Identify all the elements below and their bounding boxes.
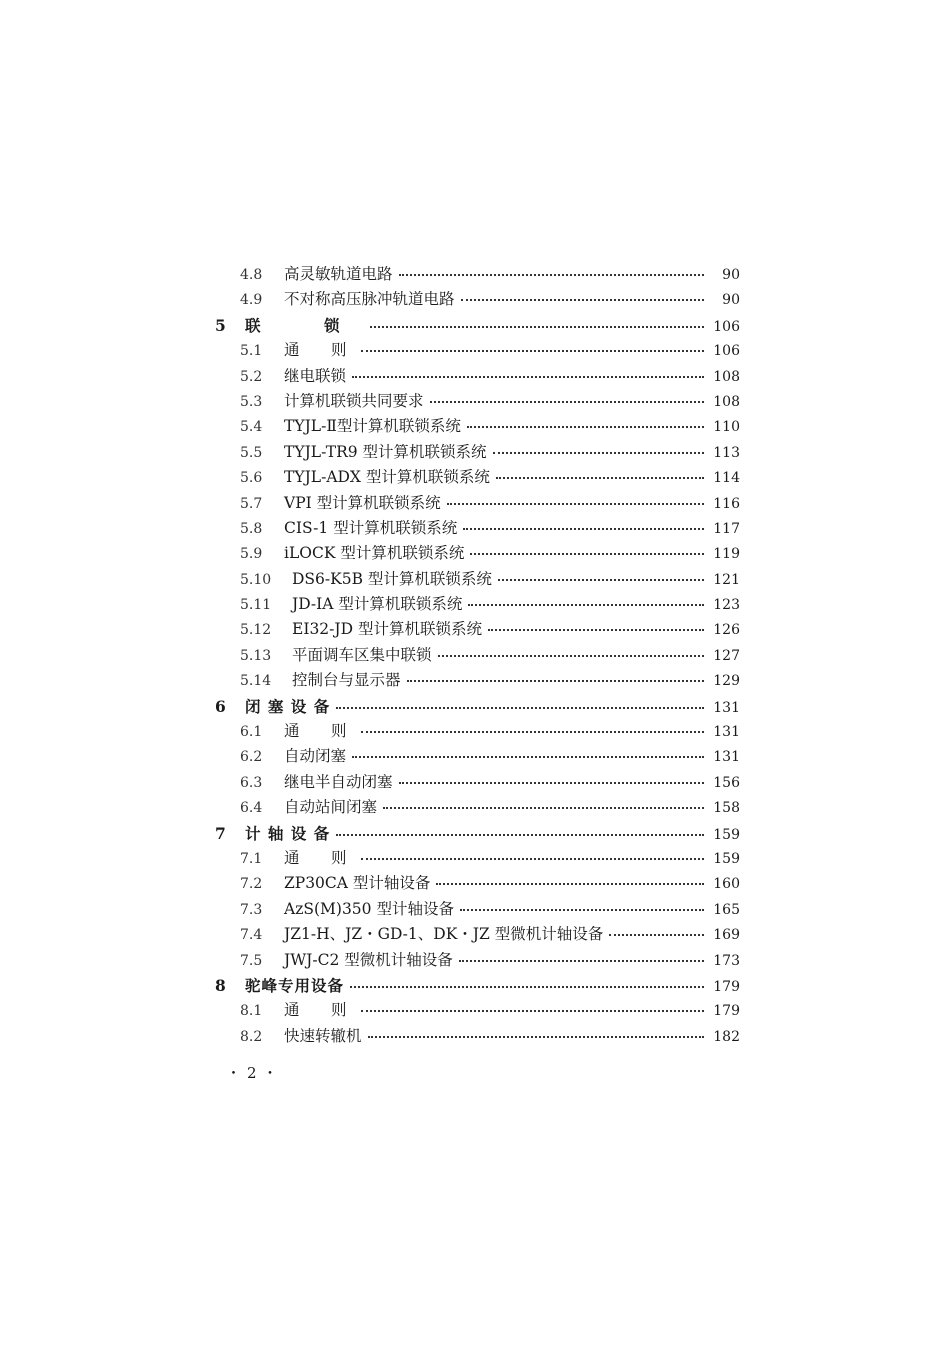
dot-leader xyxy=(336,697,704,709)
dot-leader xyxy=(463,518,704,530)
toc-section-row[interactable] xyxy=(210,262,740,287)
toc-entry-title: 自动闭塞 xyxy=(284,747,347,766)
toc-page-number: 90 xyxy=(722,267,740,283)
toc-entry-title: 控制台与显示器 xyxy=(292,671,401,690)
toc-page-number: 106 xyxy=(713,343,740,360)
toc-section-row[interactable] xyxy=(210,668,740,693)
dot-leader xyxy=(447,493,704,505)
toc-entry-title: 通 则 xyxy=(284,848,355,867)
toc-entry-number: 7.5 xyxy=(240,952,263,969)
toc-entry-number: 5.6 xyxy=(240,470,263,487)
toc-page-number: 158 xyxy=(713,800,740,817)
toc-section-row[interactable] xyxy=(210,897,740,922)
toc-page-number: 119 xyxy=(713,546,740,563)
dot-leader xyxy=(368,1026,704,1038)
toc-entry-title: JWJ-C2 型微机计轴设备 xyxy=(284,950,453,969)
toc-section-row[interactable] xyxy=(210,719,740,744)
toc-entry-title: iLOCK 型计算机联锁系统 xyxy=(284,544,465,563)
toc-chapter-row[interactable] xyxy=(210,821,740,846)
dot-leader xyxy=(438,645,704,657)
toc-section-row[interactable] xyxy=(210,795,740,820)
toc-page-number: 110 xyxy=(713,419,740,436)
toc-entry-title: 继电半自动闭塞 xyxy=(284,772,393,791)
toc-entry-number: 4.9 xyxy=(240,292,263,309)
toc-page-number: 156 xyxy=(713,774,740,791)
toc-page-number: 127 xyxy=(713,647,740,664)
toc-entry-number: 7.4 xyxy=(240,927,263,944)
toc-entry-number: 5.3 xyxy=(240,393,263,410)
toc-entry-title: 计算机联锁共同要求 xyxy=(284,391,424,410)
toc-entry-number: 5.13 xyxy=(240,647,272,664)
toc-page-number: 90 xyxy=(722,292,740,309)
dot-leader xyxy=(383,797,704,809)
toc-page-number: 114 xyxy=(713,470,740,487)
dot-leader xyxy=(352,746,704,758)
toc-page-number: 173 xyxy=(713,952,740,969)
dot-leader xyxy=(399,264,704,276)
toc-page-number: 108 xyxy=(713,393,740,410)
toc-entry-title: TYJL-Ⅱ型计算机联锁系统 xyxy=(284,417,461,436)
toc-chapter-row[interactable] xyxy=(210,973,740,998)
toc-entry-number: 7.2 xyxy=(240,876,263,893)
toc-entry-title: 通 则 xyxy=(284,722,355,741)
toc-entry-title: TYJL-TR9 型计算机联锁系统 xyxy=(284,442,487,461)
toc-page-number: 129 xyxy=(713,673,740,690)
toc-entry-number: 8 xyxy=(215,975,226,995)
toc-entry-number: 5.12 xyxy=(240,622,272,639)
toc-page-number: 131 xyxy=(713,724,740,741)
dot-leader xyxy=(361,340,704,352)
toc-entry-number: 6.4 xyxy=(240,800,263,817)
toc-entry-number: 8.1 xyxy=(240,1003,263,1020)
toc-page-number: 121 xyxy=(713,571,740,588)
toc-section-row[interactable] xyxy=(210,1024,740,1049)
toc-entry-number: 5.7 xyxy=(240,495,263,512)
toc-entry-number: 5.2 xyxy=(240,368,263,385)
toc-page-number: 108 xyxy=(713,368,740,385)
toc-page-number: 131 xyxy=(713,749,740,766)
toc-entry-title: 继电联锁 xyxy=(284,366,347,385)
toc-entry-number: 7.1 xyxy=(240,850,263,867)
toc-section-row[interactable] xyxy=(210,567,740,592)
toc-entry-title: CIS-1 型计算机联锁系统 xyxy=(284,518,458,537)
toc-entry-number: 6.1 xyxy=(240,724,263,741)
toc-entry-number: 5.5 xyxy=(240,444,263,461)
table-of-contents xyxy=(210,262,740,1049)
toc-entry-number: 8.2 xyxy=(240,1028,263,1045)
toc-entry-title: 通 则 xyxy=(284,341,355,360)
dot-leader xyxy=(361,1000,704,1012)
toc-entry-title: 通 则 xyxy=(284,1001,355,1020)
toc-section-row[interactable] xyxy=(210,744,740,769)
toc-page-number: 116 xyxy=(713,495,740,512)
toc-section-row[interactable] xyxy=(210,541,740,566)
toc-entry-number: 5.9 xyxy=(240,546,263,563)
toc-page-number: 169 xyxy=(713,927,740,944)
dot-leader xyxy=(361,848,704,860)
toc-chapter-row[interactable] xyxy=(210,694,740,719)
dot-leader xyxy=(352,366,704,378)
toc-entry-title: TYJL-ADX 型计算机联锁系统 xyxy=(284,468,490,487)
toc-entry-title: DS6-K5B 型计算机联锁系统 xyxy=(292,569,492,588)
dot-leader xyxy=(468,594,704,606)
dot-leader xyxy=(459,950,704,962)
toc-page-number: 179 xyxy=(713,1003,740,1020)
toc-section-row[interactable] xyxy=(210,389,740,414)
dot-leader xyxy=(370,316,704,328)
toc-section-row[interactable] xyxy=(210,592,740,617)
toc-entry-number: 6.2 xyxy=(240,749,263,766)
toc-section-row[interactable] xyxy=(210,465,740,490)
toc-entry-title: JZ1-H、JZ・GD-1、DK・JZ 型微机计轴设备 xyxy=(284,925,604,944)
dot-leader xyxy=(470,543,704,555)
toc-entry-title: AzS(M)350 型计轴设备 xyxy=(284,899,454,918)
toc-chapter-row[interactable] xyxy=(210,313,740,338)
toc-page-number: 117 xyxy=(713,520,740,537)
toc-entry-number: 5.1 xyxy=(240,343,263,360)
toc-page-number: 159 xyxy=(713,850,740,867)
toc-page-number: 131 xyxy=(713,699,740,716)
toc-section-row[interactable] xyxy=(210,617,740,642)
dot-leader xyxy=(350,976,704,988)
toc-entry-number: 5.14 xyxy=(240,673,272,690)
dot-leader xyxy=(467,416,704,428)
toc-section-row[interactable] xyxy=(210,491,740,516)
toc-entry-title: 闭 塞 设 备 xyxy=(245,696,331,716)
toc-entry-title: EI32-JD 型计算机联锁系统 xyxy=(292,620,482,639)
toc-section-row[interactable] xyxy=(210,846,740,871)
toc-entry-number: 4.8 xyxy=(240,267,263,283)
toc-entry-number: 7.3 xyxy=(240,901,263,918)
page-number: ・2・ xyxy=(226,1064,284,1082)
toc-entry-title: JD-ⅠA 型计算机联锁系统 xyxy=(292,595,463,614)
dot-leader xyxy=(336,824,704,836)
toc-page-number: 126 xyxy=(713,622,740,639)
toc-page-number: 123 xyxy=(713,597,740,614)
toc-entry-title: 自动站间闭塞 xyxy=(284,798,378,817)
toc-page-number: 113 xyxy=(713,444,740,461)
dot-leader xyxy=(407,670,704,682)
dot-leader xyxy=(488,619,704,631)
toc-entry-title: 计 轴 设 备 xyxy=(245,823,331,843)
toc-entry-title: 不对称高压脉冲轨道电路 xyxy=(284,290,455,309)
toc-section-row[interactable] xyxy=(210,338,740,363)
toc-entry-title: 联 锁 xyxy=(245,315,364,335)
toc-entry-number: 6 xyxy=(215,696,226,716)
dot-leader xyxy=(399,772,704,784)
dot-leader xyxy=(436,873,704,885)
toc-page-number: 159 xyxy=(713,826,740,843)
dot-leader xyxy=(361,721,704,733)
dot-leader xyxy=(496,467,704,479)
toc-entry-number: 5.8 xyxy=(240,520,263,537)
dot-leader xyxy=(498,569,704,581)
toc-section-row[interactable] xyxy=(210,516,740,541)
toc-entry-title: 驼峰专用设备 xyxy=(245,975,345,995)
toc-page-number: 182 xyxy=(713,1028,740,1045)
toc-entry-number: 5.4 xyxy=(240,419,263,436)
toc-page-number: 179 xyxy=(713,978,740,995)
toc-entry-title: 高灵敏轨道电路 xyxy=(284,265,393,283)
dot-leader xyxy=(609,924,704,936)
toc-section-row[interactable] xyxy=(210,871,740,896)
dot-leader xyxy=(493,442,704,454)
dot-leader xyxy=(430,391,704,403)
toc-entry-number: 7 xyxy=(215,823,226,843)
toc-entry-number: 5.11 xyxy=(240,597,272,614)
toc-section-row[interactable] xyxy=(210,287,740,312)
toc-section-row[interactable] xyxy=(210,643,740,668)
toc-page-number: 165 xyxy=(713,901,740,918)
toc-entry-number: 5 xyxy=(215,315,226,335)
toc-section-row[interactable] xyxy=(210,998,740,1023)
toc-entry-title: ZP30CA 型计轴设备 xyxy=(284,874,431,893)
toc-entry-number: 5.10 xyxy=(240,571,272,588)
toc-entry-title: 快速转辙机 xyxy=(284,1026,362,1045)
toc-section-row[interactable] xyxy=(210,948,740,973)
toc-section-row[interactable] xyxy=(210,364,740,389)
toc-entry-number: 6.3 xyxy=(240,774,263,791)
toc-section-row[interactable] xyxy=(210,922,740,947)
toc-section-row[interactable] xyxy=(210,770,740,795)
dot-leader xyxy=(461,289,704,301)
toc-entry-title: 平面调车区集中联锁 xyxy=(292,645,432,664)
toc-page-number: 160 xyxy=(713,876,740,893)
toc-section-row[interactable] xyxy=(210,414,740,439)
toc-section-row[interactable] xyxy=(210,440,740,465)
dot-leader xyxy=(460,899,704,911)
toc-page-number: 106 xyxy=(713,318,740,335)
toc-entry-title: VPI 型计算机联锁系统 xyxy=(284,493,441,512)
